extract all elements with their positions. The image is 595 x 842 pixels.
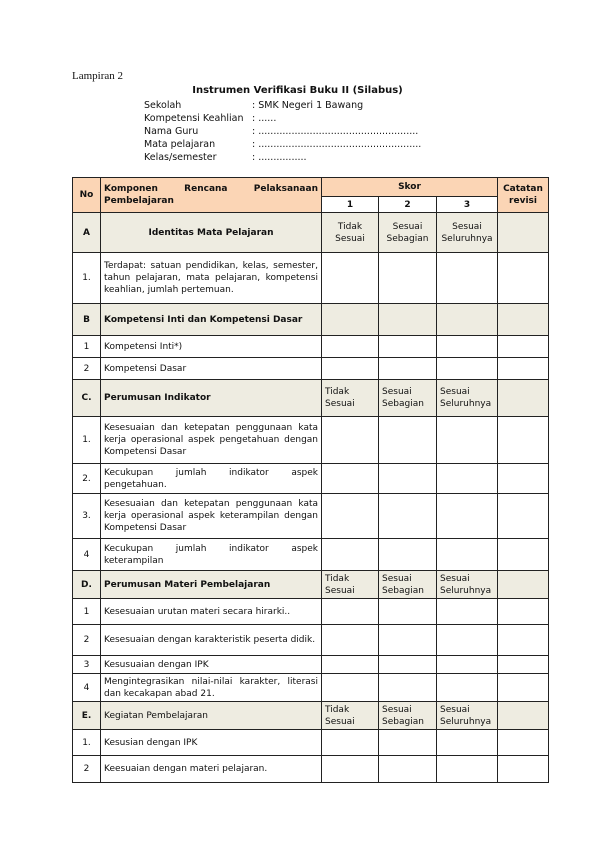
score-cell[interactable] <box>322 494 379 539</box>
score-cell[interactable] <box>437 336 498 358</box>
score-cell[interactable] <box>437 253 498 304</box>
score-cell[interactable] <box>437 464 498 494</box>
info-label: Sekolah <box>144 100 182 111</box>
score-cell[interactable] <box>322 730 379 756</box>
scale-cell-3: Sesuai Seluruhnya <box>437 213 498 253</box>
catatan-cell[interactable] <box>498 656 549 674</box>
item-text: Kompetensi Dasar <box>101 358 322 380</box>
info-label: Kelas/semester <box>144 152 217 163</box>
item-text: Terdapat: satuan pendidikan, kelas, semester, tahun pelajaran, mata pelajaran, kompetensi keahlian, jumlah pertemuan. <box>101 253 322 304</box>
section-row-c <box>73 380 549 417</box>
score-cell[interactable] <box>379 599 437 625</box>
scale-cell-1: Tidak Sesuai <box>322 380 379 417</box>
score-cell[interactable] <box>322 625 379 656</box>
page-title: Instrumen Verifikasi Buku II (Silabus) <box>192 85 403 96</box>
info-value: : ..................................................... <box>252 126 419 137</box>
section-no: A <box>73 213 101 253</box>
info-value: : SMK Negeri 1 Bawang <box>252 100 364 111</box>
catatan-cell <box>498 702 549 730</box>
score-cell[interactable] <box>322 599 379 625</box>
score-cell[interactable] <box>379 625 437 656</box>
score-cell[interactable] <box>437 599 498 625</box>
scale-cell-3: Sesuai Seluruhnya <box>437 380 498 417</box>
header-catatan: Catatan revisi <box>498 178 549 213</box>
scale-cell-1: Tidak Sesuai <box>322 702 379 730</box>
header-row <box>73 178 549 197</box>
table-row <box>73 417 549 464</box>
table-row <box>73 464 549 494</box>
item-no: 2 <box>73 625 101 656</box>
item-text: Kesusian dengan IPK <box>101 730 322 756</box>
catatan-cell[interactable] <box>498 674 549 702</box>
score-cell[interactable] <box>379 253 437 304</box>
catatan-cell[interactable] <box>498 539 549 571</box>
score-cell[interactable] <box>437 730 498 756</box>
score-cell[interactable] <box>437 756 498 783</box>
score-cell[interactable] <box>437 656 498 674</box>
score-cell[interactable] <box>437 674 498 702</box>
item-no: 2 <box>73 756 101 783</box>
item-no: 1 <box>73 599 101 625</box>
item-text: Kompetensi Inti*) <box>101 336 322 358</box>
item-no: 4 <box>73 674 101 702</box>
header-score-1: 1 <box>322 197 379 213</box>
table-row <box>73 674 549 702</box>
info-row-nama-guru <box>144 125 421 138</box>
score-cell[interactable] <box>379 756 437 783</box>
catatan-cell[interactable] <box>498 599 549 625</box>
score-cell[interactable] <box>379 730 437 756</box>
section-no: D. <box>73 571 101 599</box>
info-row-sekolah <box>144 99 421 112</box>
header-score-3: 3 <box>437 197 498 213</box>
header-score-2: 2 <box>379 197 437 213</box>
item-text: Kesesuaian dan ketepatan penggunaan kata kerja operasional aspek pengetahuan dengan Kompetensi Dasar <box>101 417 322 464</box>
info-row-kelas <box>144 151 421 164</box>
lampiran-label: Lampiran 2 <box>72 70 124 82</box>
score-cell[interactable] <box>379 494 437 539</box>
item-text: Kesesuaian dengan karakteristik peserta didik. <box>101 625 322 656</box>
score-cell[interactable] <box>437 358 498 380</box>
table-row <box>73 494 549 539</box>
score-cell[interactable] <box>322 674 379 702</box>
info-row-kompetensi <box>144 112 421 125</box>
score-cell[interactable] <box>437 539 498 571</box>
score-cell[interactable] <box>437 625 498 656</box>
scale-cell-3: Sesuai Seluruhnya <box>437 571 498 599</box>
info-label: Kompetensi Keahlian <box>144 113 244 124</box>
table-row <box>73 336 549 358</box>
section-row-d <box>73 571 549 599</box>
section-no: B <box>73 304 101 336</box>
identity-block <box>144 99 421 164</box>
item-no: 1 <box>73 336 101 358</box>
scale-cell-1: Tidak Sesuai <box>322 213 379 253</box>
catatan-cell <box>498 571 549 599</box>
table-row <box>73 539 549 571</box>
score-cell[interactable] <box>379 674 437 702</box>
item-no: 1. <box>73 253 101 304</box>
scale-cell-1: Tidak Sesuai <box>322 571 379 599</box>
score-cell[interactable] <box>379 656 437 674</box>
table-row <box>73 756 549 783</box>
table-row <box>73 656 549 674</box>
score-cell[interactable] <box>322 756 379 783</box>
table-row <box>73 358 549 380</box>
section-no: E. <box>73 702 101 730</box>
item-no: 2. <box>73 464 101 494</box>
item-no: 3. <box>73 494 101 539</box>
section-title: Kegiatan Pembelajaran <box>101 702 322 730</box>
table-row <box>73 625 549 656</box>
catatan-cell[interactable] <box>498 730 549 756</box>
section-title: Identitas Mata Pelajaran <box>101 213 322 253</box>
catatan-cell <box>498 304 549 336</box>
item-text: Kecukupan jumlah indikator aspek pengetahuan. <box>101 464 322 494</box>
score-cell[interactable] <box>322 656 379 674</box>
scale-cell-2: Sesuai Sebagian <box>379 571 437 599</box>
item-text: Kesesuaian urutan materi secara hirarki.. <box>101 599 322 625</box>
item-text: Mengintegrasikan nilai-nilai karakter, literasi dan kecakapan abad 21. <box>101 674 322 702</box>
scale-cell-2: Sesuai Sebagian <box>379 702 437 730</box>
score-cell[interactable] <box>379 417 437 464</box>
header-komponen: Komponen Rencana Pelaksanaan Pembelajaran <box>101 178 322 213</box>
section-row-e <box>73 702 549 730</box>
catatan-cell[interactable] <box>498 336 549 358</box>
header-no: No <box>73 178 101 213</box>
section-row-b <box>73 304 549 336</box>
item-no: 3 <box>73 656 101 674</box>
catatan-cell[interactable] <box>498 464 549 494</box>
scale-cell-3: Sesuai Seluruhnya <box>437 702 498 730</box>
section-no: C. <box>73 380 101 417</box>
info-value: : ...... <box>252 113 277 124</box>
scale-cell <box>379 304 437 336</box>
score-cell[interactable] <box>437 417 498 464</box>
catatan-cell[interactable] <box>498 625 549 656</box>
table-row <box>73 253 549 304</box>
item-no: 1. <box>73 417 101 464</box>
info-label: Mata pelajaran <box>144 139 216 150</box>
item-text: Kesusuaian dengan IPK <box>101 656 322 674</box>
catatan-cell[interactable] <box>498 756 549 783</box>
header-skor: Skor <box>322 178 498 197</box>
score-cell[interactable] <box>379 539 437 571</box>
scale-cell <box>322 304 379 336</box>
score-cell[interactable] <box>379 464 437 494</box>
item-text: Keesuaian dengan materi pelajaran. <box>101 756 322 783</box>
score-cell[interactable] <box>379 358 437 380</box>
score-cell[interactable] <box>322 253 379 304</box>
scale-cell <box>437 304 498 336</box>
item-no: 2 <box>73 358 101 380</box>
info-value: : ................ <box>252 152 307 163</box>
catatan-cell[interactable] <box>498 494 549 539</box>
info-label: Nama Guru <box>144 126 199 137</box>
catatan-cell[interactable] <box>498 417 549 464</box>
item-no: 4 <box>73 539 101 571</box>
score-cell[interactable] <box>322 539 379 571</box>
item-no: 1. <box>73 730 101 756</box>
table-row <box>73 599 549 625</box>
catatan-cell <box>498 380 549 417</box>
scale-cell-2: Sesuai Sebagian <box>379 380 437 417</box>
verification-table <box>72 177 549 783</box>
score-cell[interactable] <box>322 417 379 464</box>
catatan-cell[interactable] <box>498 253 549 304</box>
catatan-cell <box>498 213 549 253</box>
section-title: Kompetensi Inti dan Kompetensi Dasar <box>101 304 322 336</box>
info-row-mapel <box>144 138 421 151</box>
score-cell[interactable] <box>379 336 437 358</box>
score-cell[interactable] <box>437 494 498 539</box>
section-row-a <box>73 213 549 253</box>
score-cell[interactable] <box>322 336 379 358</box>
table-row <box>73 730 549 756</box>
catatan-cell[interactable] <box>498 358 549 380</box>
item-text: Kesesuaian dan ketepatan penggunaan kata kerja operasional aspek keterampilan dengan Kompetensi Dasar <box>101 494 322 539</box>
section-title: Perumusan Indikator <box>101 380 322 417</box>
info-value: : ...................................................... <box>252 139 422 150</box>
score-cell[interactable] <box>322 358 379 380</box>
score-cell[interactable] <box>322 464 379 494</box>
scale-cell-2: Sesuai Sebagian <box>379 213 437 253</box>
section-title: Perumusan Materi Pembelajaran <box>101 571 322 599</box>
item-text: Kecukupan jumlah indikator aspek keterampilan <box>101 539 322 571</box>
